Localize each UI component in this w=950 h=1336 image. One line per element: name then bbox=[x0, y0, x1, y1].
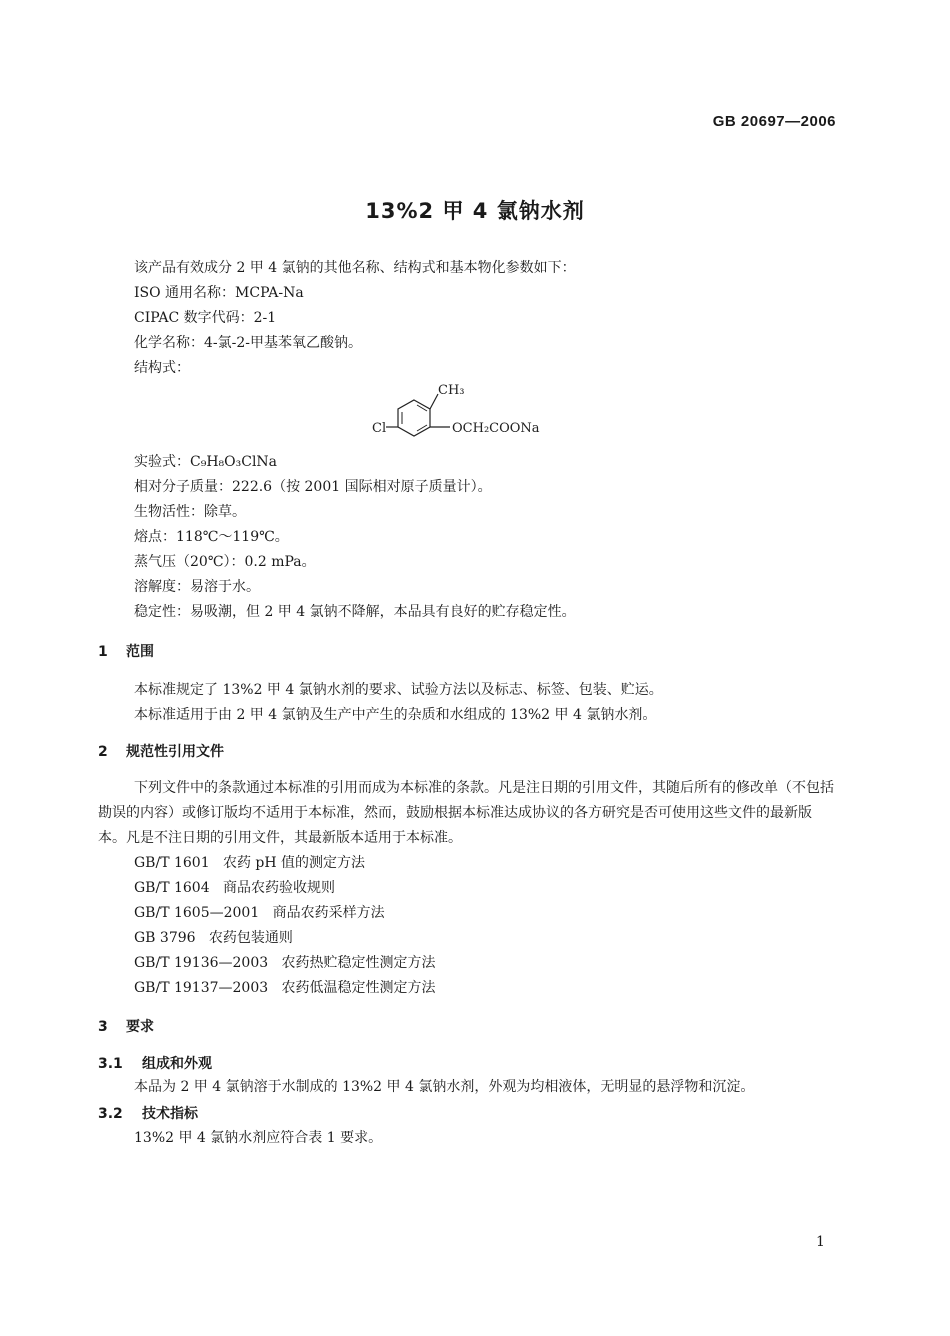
reference-item bbox=[134, 903, 385, 923]
composition-text: 本品为 2 甲 4 氯钠溶于水制成的 13%2 甲 4 氯钠水剂，外观为均相液体，无明显的悬浮物和沉淀。 bbox=[134, 1079, 755, 1095]
vapor-pressure: 蒸气压（20℃）：0.2 mPa。 bbox=[134, 554, 316, 570]
structural-formula bbox=[372, 378, 572, 448]
structure-label: 结构式： bbox=[134, 360, 190, 376]
scope-paragraph-2: 本标准适用于由 2 甲 4 氯钠及生产中产生的杂质和水组成的 13%2 甲 4 氯钠水剂。 bbox=[134, 707, 657, 723]
section-2-number: 2 bbox=[98, 744, 108, 760]
section-3-title: 要求 bbox=[126, 1019, 154, 1035]
reference-title: 农药低温稳定性测定方法 bbox=[281, 980, 436, 996]
reference-code: GB/T 1605—2001 bbox=[134, 905, 260, 921]
section-3-2-heading bbox=[98, 1103, 198, 1123]
chloro-group: Cl bbox=[372, 421, 387, 436]
stability: 稳定性：易吸潮，但 2 甲 4 氯钠不降解，本品具有良好的贮存稳定性。 bbox=[134, 604, 576, 620]
empirical-formula bbox=[134, 452, 277, 472]
section-1-number: 1 bbox=[98, 644, 108, 660]
biological-activity: 生物活性：除草。 bbox=[134, 504, 246, 520]
standard-number: GB 20697—2006 bbox=[712, 113, 836, 130]
section-1-heading bbox=[98, 641, 154, 661]
melting-point: 熔点：118℃～119℃。 bbox=[134, 529, 289, 545]
reference-title: 商品农药采样方法 bbox=[272, 905, 385, 921]
reference-title: 商品农药验收规则 bbox=[222, 880, 335, 896]
methyl-group: CH₃ bbox=[438, 383, 465, 398]
benzene-ring-diagram bbox=[372, 378, 572, 448]
reference-item bbox=[134, 928, 293, 948]
section-3-1-heading bbox=[98, 1053, 212, 1073]
section-3-number: 3 bbox=[98, 1019, 108, 1035]
section-1-title: 范围 bbox=[126, 644, 154, 660]
reference-title: 农药热贮稳定性测定方法 bbox=[281, 955, 436, 971]
reference-item bbox=[134, 953, 436, 973]
section-3-2-title: 技术指标 bbox=[142, 1106, 198, 1122]
oxyacetate-group: OCH₂COONa bbox=[452, 421, 540, 436]
intro-lead: 该产品有效成分 2 甲 4 氯钠的其他名称、结构式和基本物化参数如下： bbox=[134, 260, 576, 276]
reference-code: GB/T 1601 bbox=[134, 855, 210, 871]
section-2-title: 规范性引用文件 bbox=[126, 744, 224, 760]
section-3-2-number: 3.2 bbox=[98, 1106, 123, 1122]
reference-item bbox=[134, 878, 335, 898]
technical-index-text: 13%2 甲 4 氯钠水剂应符合表 1 要求。 bbox=[134, 1130, 383, 1146]
section-3-1-title: 组成和外观 bbox=[142, 1056, 212, 1072]
section-3-1-number: 3.1 bbox=[98, 1056, 123, 1072]
reference-item bbox=[134, 978, 436, 998]
section-3-heading bbox=[98, 1016, 154, 1036]
reference-code: GB/T 1604 bbox=[134, 880, 210, 896]
iso-name: ISO 通用名称：MCPA-Na bbox=[134, 285, 304, 301]
scope-paragraph-1: 本标准规定了 13%2 甲 4 氯钠水剂的要求、试验方法以及标志、标签、包装、贮运。 bbox=[134, 682, 663, 698]
formula-value: C₉H₈O₃ClNa bbox=[190, 454, 278, 470]
reference-item bbox=[134, 853, 365, 873]
molecular-weight: 相对分子质量：222.6（按 2001 国际相对原子质量计）。 bbox=[134, 479, 492, 495]
reference-title: 农药包装通则 bbox=[208, 930, 293, 946]
section-2-heading bbox=[98, 741, 224, 761]
reference-code: GB/T 19136—2003 bbox=[134, 955, 269, 971]
reference-code: GB 3796 bbox=[134, 930, 196, 946]
reference-title: 农药 pH 值的测定方法 bbox=[222, 855, 366, 871]
formula-label: 实验式： bbox=[134, 454, 190, 470]
cipac-code: CIPAC 数字代码：2-1 bbox=[134, 310, 277, 326]
reference-code: GB/T 19137—2003 bbox=[134, 980, 269, 996]
chemical-name: 化学名称：4-氯-2-甲基苯氧乙酸钠。 bbox=[134, 335, 363, 351]
page-number: 1 bbox=[816, 1234, 825, 1250]
document-title: 13%2 甲 4 氯钠水剂 bbox=[365, 199, 585, 223]
solubility: 溶解度：易溶于水。 bbox=[134, 579, 260, 595]
references-paragraph: 下列文件中的条款通过本标准的引用而成为本标准的条款。凡是注日期的引用文件，其随后所有的修改单（不包括勘误的内容）或修订版均不适用于本标准，然而，鼓励根据本标准达成协议的各方研究是否可使用这些文件的最新版本。凡是不注日期的引用文件，其最新版本适用于本标准。 bbox=[98, 780, 834, 846]
